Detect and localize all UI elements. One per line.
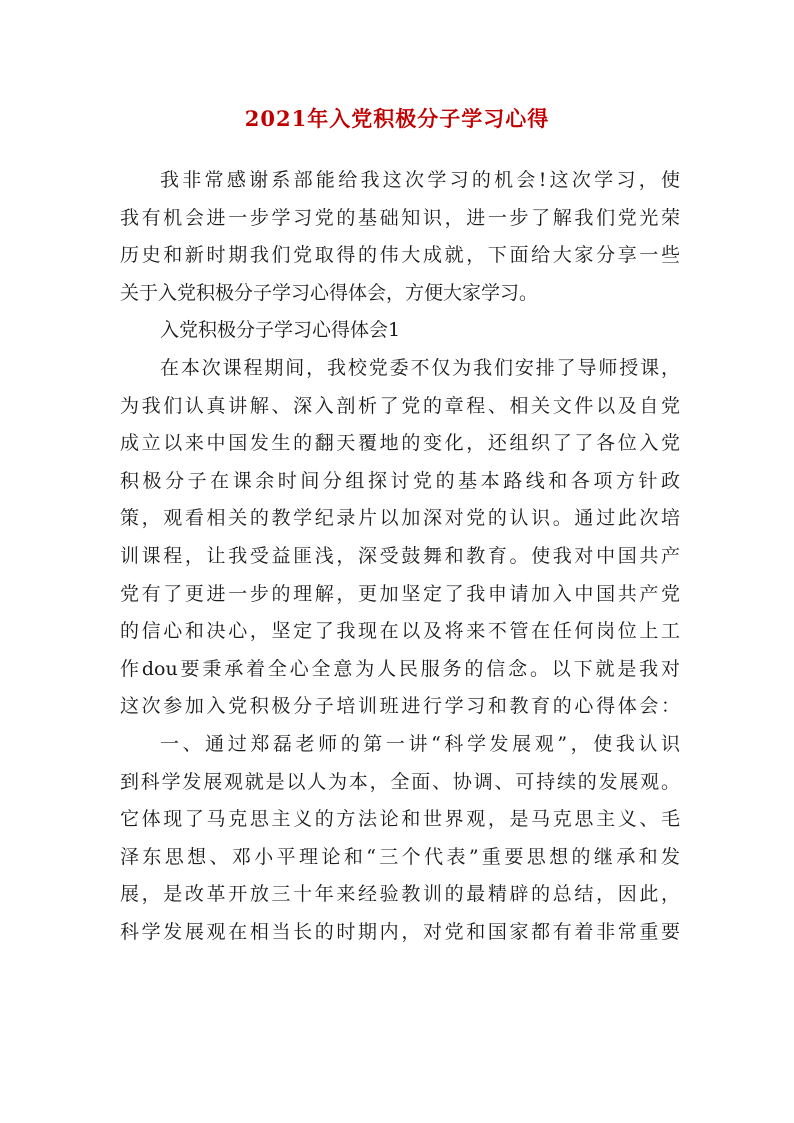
text-line: 它体现了马克思主义的方法论和世界观，是马克思主义、毛 [120, 808, 680, 831]
text-line: 积极分子在课余时间分组探讨党的基本路线和各项方针政 [120, 469, 680, 492]
section-heading: 入党积极分子学习心得体会1 [160, 319, 401, 342]
text-line: 成立以来中国发生的翻天覆地的变化，还组织了了各位入党 [120, 432, 680, 455]
text-line: 为我们认真讲解、深入剖析了党的章程、相关文件以及自党 [120, 394, 680, 417]
text-line: 作dou要秉承着全心全意为人民服务的信念。以下就是我对 [120, 657, 680, 680]
text-line: 在本次课程期间，我校党委不仅为我们安排了导师授课， [160, 356, 680, 379]
text-line: 的信心和决心，坚定了我现在以及将来不管在任何岗位上工 [120, 620, 680, 643]
document-title: 2021年入党积极分子学习心得 [244, 106, 550, 131]
text-line: 党有了更进一步的理解，更加坚定了我申请加入中国共产党 [120, 582, 680, 605]
text-line: 科学发展观在相当长的时期内，对党和国家都有着非常重要 [120, 920, 680, 943]
text-line: 我非常感谢系部能给我这次学习的机会!这次学习，使 [160, 169, 680, 191]
text-line: 历史和新时期我们党取得的伟大成就，下面给大家分享一些 [120, 244, 680, 267]
text-line: 一、通过郑磊老师的第一讲“科学发展观”，使我认识 [160, 732, 680, 755]
text-line: 策，观看相关的教学纪录片以加深对党的认识。通过此次培 [120, 507, 680, 530]
text-line: 这次参加入党积极分子培训班进行学习和教育的心得体会： [120, 695, 680, 718]
text-line: 展，是改革开放三十年来经验教训的最精辟的总结，因此， [120, 883, 680, 906]
document-body [120, 162, 680, 951]
text-line: 关于入党积极分子学习心得体会，方便大家学习。 [120, 281, 539, 304]
text-line: 泽东思想、邓小平理论和“三个代表”重要思想的继承和发 [120, 845, 680, 868]
text-line: 到科学发展观就是以人为本，全面、协调、可持续的发展观。 [120, 770, 680, 793]
text-line: 我有机会进一步学习党的基础知识，进一步了解我们党光荣 [120, 206, 680, 229]
text-line: 训课程，让我受益匪浅，深受鼓舞和教育。使我对中国共产 [120, 544, 680, 567]
